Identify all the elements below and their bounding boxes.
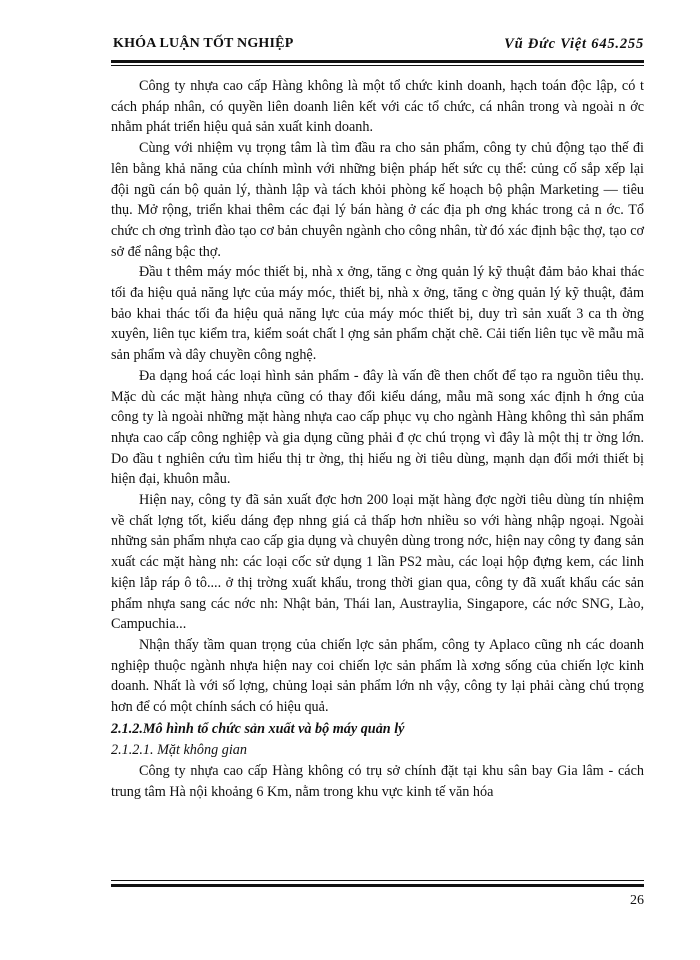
paragraph-2: Cùng với nhiệm vụ trọng tâm là tìm đầu ra cho sản phẩm, công ty chủ động tạo thế đi lên bằng khả năng của chính mình với những biện pháp hết sức cụ thể: củng cố sắp xếp lại đội ngũ cán bộ quản lý, thành lập và tách khỏi phòng kế hoạch bộ phận Marketing — tiêu thụ. Mở rộng, triển khai thêm các đại lý bán hàng ở các địa ph ơng khác trong cả n ớc. Tổ chức ch ơng trình đào tạo cơ bản chuyên ngành cho công nhân, từ đó xác định bậc thợ, tạo cơ sở để nâng bậc thợ. — [111, 140, 644, 260]
footer-rule-thick — [111, 884, 644, 887]
paragraph-6: Nhận thấy tầm quan trọng của chiến lợc sản phẩm, công ty Aplaco cũng nh các doanh nghiệp thuộc ngành nhựa hiện nay coi chiến lợc sản phẩm là xơng sống của chiến lợc kinh doanh. Nhất là với số lợng, chủng loại sản phẩm lớn nh vậy, công ty lại phải càng chú trọng hơn để có một chính sách có hiệu quả. — [111, 636, 644, 716]
paragraph-4: Đa dạng hoá các loại hình sản phẩm - đây là vấn đề then chốt để tạo ra nguồn tiêu thụ. Mặc dù các mặt hàng nhựa cũng có thay đổi kiểu dáng, mẫu mã song xác định h ớng của công ty là ngoài những mặt hàng nhựa cao cấp phục vụ cho ngành Hàng không thì sản phẩm nhựa cao cấp công nghiệp và gia dụng cũng phải đ ợc chú trọng vì đây là một thị tr ờng lớn. Do đầu t nghiên cứu tìm hiểu thị tr ờng, thị hiếu ng ời tiêu dùng, mạnh dạn đổi mới thiết bị hiện đại, khuôn mẫu. — [111, 367, 644, 488]
header-rule-thick — [111, 60, 644, 63]
document-body — [111, 76, 644, 802]
section-heading: 2.1.2.Mô hình tổ chức sản xuất và bộ máy quản lý — [111, 720, 405, 737]
paragraph-5: Hiện nay, công ty đã sản xuất đợc hơn 200 loại mặt hàng đợc ngời tiêu dùng tín nhiệm về chất lợng tốt, kiểu dáng đẹp nhng giá cả thấp hơn nhiều so với hàng nhập ngoại. Ngoài những sản phẩm nhựa cao cấp gia dụng và chuyên dùng trong nớc, hiện nay công ty đang sản xuất các mặt hàng nh: các loại cốc sử dụng 1 lần PS2 màu, các loại hộp đựng kem, các linh kiện lắp ráp ô tô.... ở thị trờng xuất khẩu, trong thời gian qua, công ty đã xuất khẩu các sản phẩm nhựa sang các nớc nh: Nhật bản, Thái lan, Austraylia, Singapore, các nớc SNG, Lào, Campuchia... — [111, 492, 644, 633]
subsection-heading: 2.1.2.1. Mặt không gian — [111, 741, 247, 758]
header-right-author: Vũ Đức Việt 645.255 — [504, 36, 644, 52]
paragraph-3: Đầu t thêm máy móc thiết bị, nhà x ởng, tăng c ờng quản lý kỹ thuật đảm bảo khai thác tối đa hiệu quả năng lực của máy móc, thiết bị, nhà x ởng, tăng c ờng quản lý kỹ thuật, đảm bảo khai thác tối đa hiệu quả năng lực của máy móc thiết bị, duy trì sản xuất 3 ca th ờng xuyên, liên tục kiểm tra, kiểm soát chất l ợng sản phẩm chặt chẽ. Cải tiến liên tục về mẫu mã sản phẩm và dây chuyền công nghệ. — [111, 264, 644, 364]
header-rule-thin — [111, 65, 644, 66]
header-left-title: KHÓA LUẬN TỐT NGHIỆP — [113, 36, 294, 51]
footer-rule-thin — [111, 880, 644, 881]
page-header — [111, 34, 644, 60]
paragraph-1: Công ty nhựa cao cấp Hàng không là một tổ chức kinh doanh, hạch toán độc lập, có t cách pháp nhân, có quyền liên doanh liên kết với các tổ chức, cá nhân trong và ngoài n ớc nhằm phát triển hiệu quả sản xuất kinh doanh. — [111, 78, 644, 136]
paragraph-final: Công ty nhựa cao cấp Hàng không có trụ sở chính đặt tại khu sân bay Gia lâm - cách trung tâm Hà nội khoảng 6 Km, nằm trong khu vực kinh tế văn hóa — [111, 762, 644, 800]
page-number: 26 — [630, 893, 644, 908]
